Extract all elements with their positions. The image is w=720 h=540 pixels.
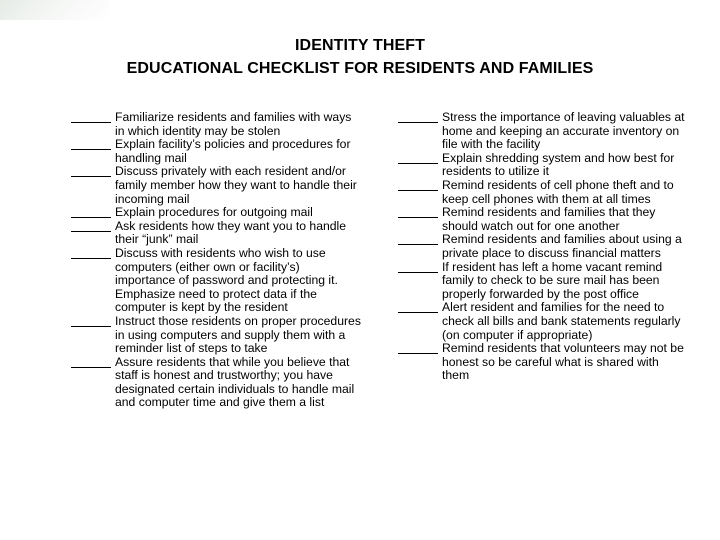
checkbox-blank-line [398, 179, 438, 191]
checklist-item [398, 179, 688, 206]
checklist-item [71, 111, 361, 138]
checklist-item-text: Stress the importance of leaving valuables at home and keeping an accurate inventory on file with the facility [442, 110, 685, 152]
checklist-item-text: Explain facility’s policies and procedures for handling mail [115, 137, 351, 165]
checklist-item-text: Remind residents and families that they should watch out for one another [442, 205, 656, 233]
checkbox-blank-line [398, 152, 438, 164]
checkbox-blank-line [398, 111, 438, 123]
checklist-item-text: Remind residents that volunteers may not be honest so be careful what is shared with them [442, 341, 684, 383]
checklist-left-column [71, 111, 361, 410]
checklist-item [398, 342, 688, 383]
checkbox-blank-line [71, 111, 111, 123]
checklist-item [71, 138, 361, 165]
checkbox-blank-line [398, 342, 438, 354]
checkbox-blank-line [71, 165, 111, 177]
checklist-item-text: Explain shredding system and how best for residents to utilize it [442, 150, 675, 179]
checklist-item [71, 165, 361, 206]
checklist-item-text: Familiarize residents and families with ways in which identity may be stolen [115, 110, 352, 138]
page-title: IDENTITY THEFT [295, 37, 425, 54]
checklist-item [71, 206, 361, 220]
checklist-item [398, 233, 688, 260]
checkbox-blank-line [398, 206, 438, 218]
checkbox-blank-line [71, 356, 111, 368]
checkbox-blank-line [398, 233, 438, 245]
checklist-item [398, 261, 688, 302]
checklist-item [71, 315, 361, 356]
checkbox-blank-line [71, 206, 111, 218]
checklist-item-text: Explain procedures for outgoing mail [115, 205, 313, 220]
checkbox-blank-line [398, 301, 438, 313]
checklist-item [398, 152, 688, 179]
checklist-item-text: Remind residents and families about using a private place to discuss financial matters [442, 232, 682, 260]
checklist-item-text: Instruct those residents on proper procedures in using computers and supply them with a reminder list of steps to take [115, 313, 361, 356]
checkbox-blank-line [71, 247, 111, 259]
checklist-item [398, 301, 688, 342]
checklist-item-text: Alert resident and families for the need to check all bills and bank statements regularly (on computer if appropriate) [442, 300, 681, 342]
checklist-item [398, 206, 688, 233]
checklist-item-text: Ask residents how they want you to handle their “junk” mail [115, 218, 347, 247]
checkbox-blank-line [398, 261, 438, 273]
checklist-item-text: Discuss with residents who wish to use computers (either own or facility’s) importance of password and protecting it. Emphasize need to protect data if the computer is kept by the resident [115, 245, 338, 315]
checklist-item [398, 111, 688, 152]
checklist-item-text: If resident has left a home vacant remind family to check to be sure mail has been properly forwarded by the post office [442, 259, 663, 301]
page-subtitle: EDUCATIONAL CHECKLIST FOR RESIDENTS AND FAMILIES [126, 60, 594, 77]
checklist-item [71, 356, 361, 410]
checkbox-blank-line [71, 138, 111, 150]
checklist-item-text: Discuss privately with each resident and/or family member how they want to handle their incoming mail [115, 164, 357, 206]
checklist-right-column [398, 111, 688, 383]
checkbox-blank-line [71, 315, 111, 327]
checklist-item-text: Remind residents of cell phone theft and to keep cell phones with them at all times [442, 177, 674, 206]
checklist-item [71, 220, 361, 247]
checkbox-blank-line [71, 220, 111, 232]
corner-decoration [0, 0, 110, 20]
checklist-item-text: Assure residents that while you believe that staff is honest and trustworthy; you have designated certain individuals to handle mail and computer time and give them a list [115, 354, 355, 410]
checklist-item [71, 247, 361, 315]
